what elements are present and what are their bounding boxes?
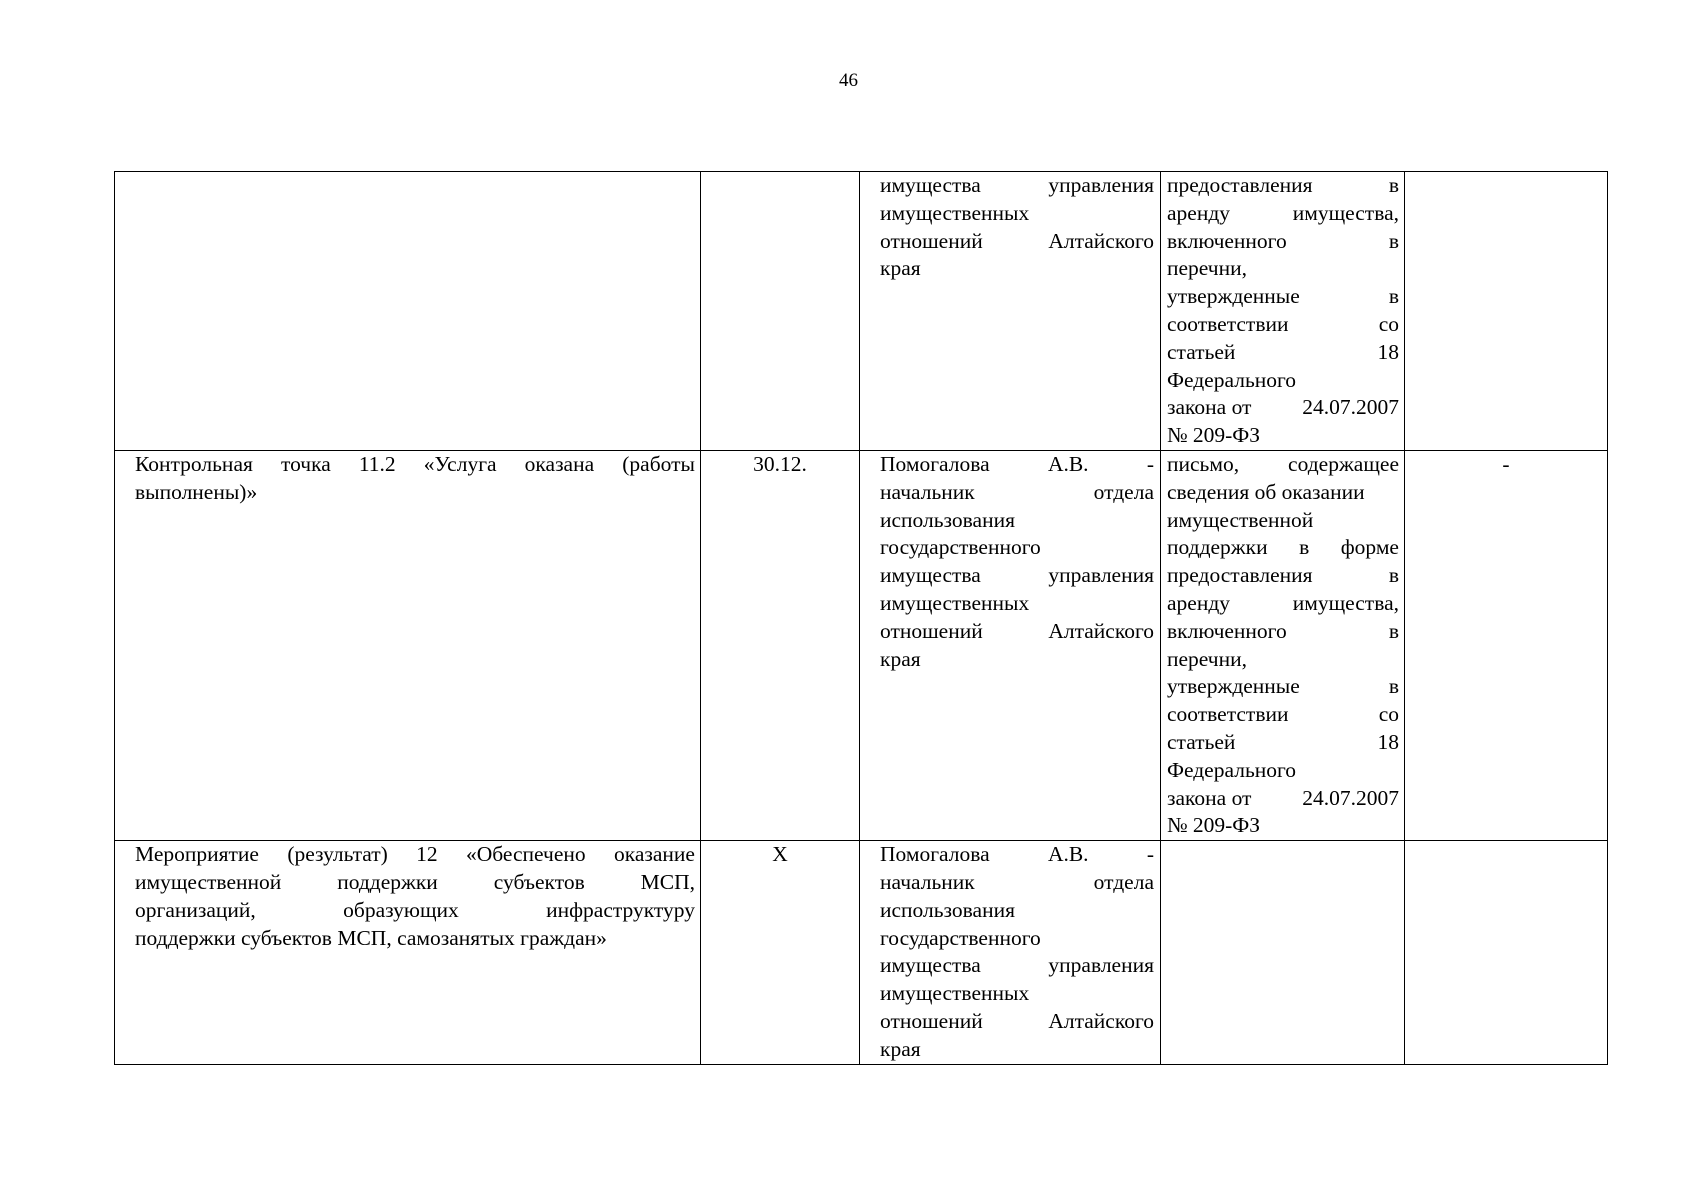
note-cell: - (1405, 450, 1608, 840)
text-word: № 209-ФЗ (1167, 423, 1261, 448)
document-cell (1161, 841, 1405, 1064)
text-word: 12 (416, 842, 438, 867)
text-word: в (1388, 173, 1399, 197)
text-line (880, 479, 1154, 507)
text-line (1167, 283, 1399, 311)
date-cell: X (701, 841, 860, 1064)
text-word: со (1378, 311, 1399, 336)
text-word: отдела (1093, 869, 1154, 894)
text-line (1167, 562, 1399, 590)
text-word: в (1388, 674, 1399, 699)
text-word: точка (280, 451, 331, 476)
table-row (115, 841, 1608, 1064)
text-word: аренду (1167, 590, 1231, 615)
text-line (880, 534, 1154, 562)
text-line (1167, 673, 1399, 701)
date-cell: 30.12. (701, 450, 860, 840)
text-word: аренду (1167, 200, 1231, 225)
table-row (115, 450, 1608, 840)
text-word: государственного (880, 925, 1041, 950)
text-word: имущественных (880, 590, 1030, 615)
text-word: в (1388, 284, 1399, 309)
text-word: утвержденные (1167, 284, 1300, 309)
text-word: Помогалова (880, 451, 990, 476)
text-line (1167, 228, 1399, 256)
text-word: оказание (613, 842, 695, 867)
text-word: поддержки субъектов МСП, самозанятых граждан» (135, 925, 607, 950)
page-number: 46 (839, 70, 858, 91)
document-cell (1161, 450, 1405, 840)
text-word: управления (1048, 563, 1154, 588)
text-line (880, 507, 1154, 535)
text-word: Мероприятие (135, 842, 259, 867)
text-line (1167, 394, 1399, 422)
text-word: включенного (1167, 618, 1287, 643)
text-line (880, 980, 1154, 1008)
text-line (1167, 311, 1399, 339)
text-line (1167, 451, 1399, 479)
text-line (880, 841, 1154, 869)
plan-table (114, 171, 1608, 1065)
date-cell (701, 172, 860, 451)
text-line (880, 869, 1154, 897)
text-line (135, 925, 695, 953)
text-word: образующих (343, 897, 459, 922)
text-word: начальник (880, 479, 975, 504)
text-line (880, 590, 1154, 618)
text-word: - (1146, 842, 1154, 867)
text-line (880, 618, 1154, 646)
text-word: отношений (880, 228, 983, 253)
text-line (1167, 534, 1399, 562)
text-line (1167, 757, 1399, 785)
text-word: 11.2 (358, 451, 396, 476)
text-line (135, 479, 695, 507)
document-cell (1161, 172, 1405, 451)
text-word: 18 (1377, 339, 1399, 364)
text-word: имущественных (880, 200, 1030, 225)
text-word: А.В. (1047, 451, 1089, 476)
text-line (880, 200, 1154, 228)
text-word: № 209-ФЗ (1167, 813, 1261, 838)
text-word: соответствии (1167, 311, 1289, 336)
text-line (880, 1036, 1154, 1064)
text-line (1167, 255, 1399, 283)
text-word: перечни, (1167, 256, 1248, 281)
text-line (880, 925, 1154, 953)
text-word: закона от (1167, 785, 1252, 810)
text-word: поддержки (1167, 535, 1268, 560)
text-word: 24.07.2007 (1302, 785, 1399, 810)
text-line (1167, 200, 1399, 228)
text-line (1167, 172, 1399, 200)
text-line (880, 255, 1154, 283)
text-word: имущества (880, 953, 981, 978)
text-line (1167, 479, 1399, 507)
text-word: управления (1048, 173, 1154, 197)
text-word: включенного (1167, 228, 1287, 253)
text-word: форме (1340, 535, 1399, 560)
text-word: отношений (880, 1008, 983, 1033)
text-word: субъектов (493, 869, 585, 894)
text-word: перечни, (1167, 646, 1248, 671)
text-line (880, 451, 1154, 479)
event-name-cell (115, 841, 701, 1064)
text-line (1167, 701, 1399, 729)
text-line (1167, 507, 1399, 535)
text-word: «Обеспечено (465, 842, 586, 867)
text-word: имущественных (880, 981, 1030, 1006)
text-line (1167, 422, 1399, 450)
text-word: инфраструктуру (546, 897, 695, 922)
text-word: «Услуга (423, 451, 497, 476)
text-word: предоставления (1167, 563, 1313, 588)
text-word: в (1388, 618, 1399, 643)
text-word: выполнены)» (135, 479, 258, 504)
text-word: государственного (880, 535, 1041, 560)
text-word: письмо, (1167, 451, 1240, 476)
text-word: утвержденные (1167, 674, 1300, 699)
responsible-cell (860, 841, 1161, 1064)
text-word: в (1388, 228, 1399, 253)
text-word: статьей (1167, 339, 1236, 364)
note-cell (1405, 841, 1608, 1064)
text-line (880, 228, 1154, 256)
text-word: использования (880, 507, 1015, 532)
text-line (1167, 618, 1399, 646)
text-line (1167, 646, 1399, 674)
text-line (1167, 812, 1399, 840)
text-word: (результат) (287, 842, 388, 867)
text-line (135, 841, 695, 869)
text-word: края (880, 646, 921, 671)
text-line (880, 562, 1154, 590)
text-word: отношений (880, 618, 983, 643)
responsible-cell (860, 450, 1161, 840)
text-word: со (1378, 702, 1399, 727)
text-line (880, 646, 1154, 674)
text-word: Помогалова (880, 842, 990, 867)
text-word: имущественной (135, 869, 282, 894)
event-name-cell (115, 172, 701, 451)
text-line (1167, 367, 1399, 395)
text-line (1167, 785, 1399, 813)
text-line (135, 869, 695, 897)
text-word: закона от (1167, 395, 1252, 420)
text-line (1167, 339, 1399, 367)
text-word: (работы (622, 451, 695, 476)
text-word: предоставления (1167, 173, 1313, 197)
note-cell (1405, 172, 1608, 451)
text-word: края (880, 1036, 921, 1061)
text-word: Алтайского (1048, 618, 1154, 643)
text-line (880, 1008, 1154, 1036)
text-line (1167, 729, 1399, 757)
text-word: имущества (880, 173, 981, 197)
responsible-cell (860, 172, 1161, 451)
text-word: начальник (880, 869, 975, 894)
text-word: поддержки (337, 869, 438, 894)
text-word: в (1299, 535, 1310, 560)
text-line (1167, 590, 1399, 618)
text-word: управления (1048, 953, 1154, 978)
text-word: оказана (524, 451, 595, 476)
text-word: А.В. (1047, 842, 1089, 867)
text-word: Алтайского (1048, 228, 1154, 253)
text-line (880, 172, 1154, 200)
table-row (115, 172, 1608, 451)
text-word: статьей (1167, 729, 1236, 754)
text-line (880, 952, 1154, 980)
text-word: имущественной (1167, 507, 1314, 532)
event-name-cell (115, 450, 701, 840)
text-word: имущества, (1292, 590, 1399, 615)
text-word: имущества, (1292, 200, 1399, 225)
text-word: 18 (1377, 729, 1399, 754)
text-line (135, 897, 695, 925)
text-word: МСП, (640, 869, 695, 894)
text-word: организаций, (135, 897, 256, 922)
text-line (880, 897, 1154, 925)
text-word: края (880, 256, 921, 281)
text-word: сведения об оказании (1167, 479, 1365, 504)
text-word: Контрольная (135, 451, 253, 476)
text-word: содержащее (1288, 451, 1399, 476)
text-word: Алтайского (1048, 1008, 1154, 1033)
text-word: в (1388, 563, 1399, 588)
text-word: 24.07.2007 (1302, 395, 1399, 420)
text-word: Федерального (1167, 367, 1297, 392)
text-word: отдела (1093, 479, 1154, 504)
text-word: соответствии (1167, 702, 1289, 727)
text-word: - (1146, 451, 1154, 476)
text-word: имущества (880, 563, 981, 588)
text-word: Федерального (1167, 757, 1297, 782)
text-line (135, 451, 695, 479)
text-word: использования (880, 897, 1015, 922)
